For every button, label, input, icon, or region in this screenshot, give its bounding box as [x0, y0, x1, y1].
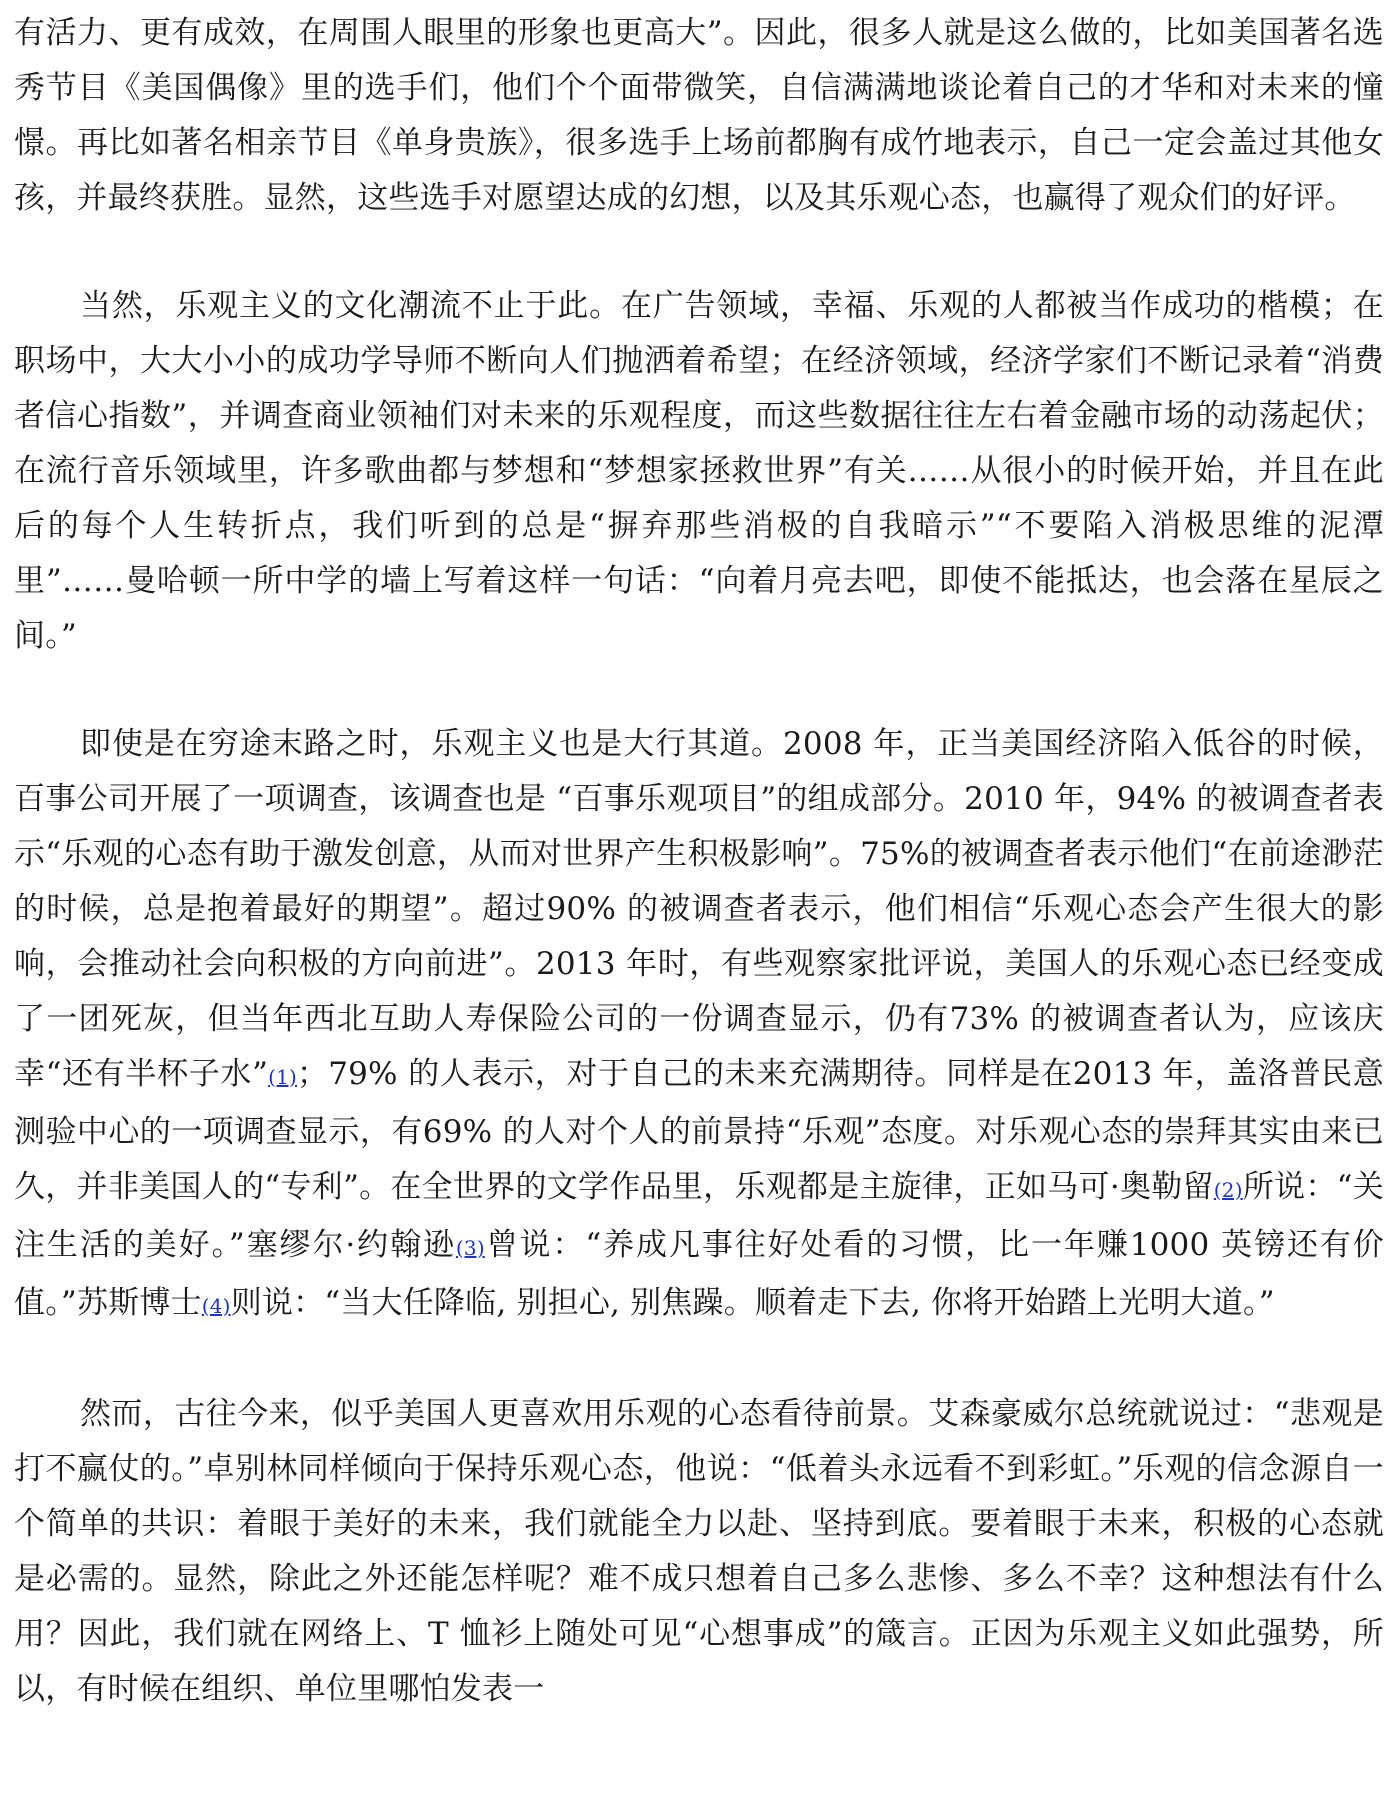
- paragraph-text: 则说：“当大任降临, 别担心, 别焦躁。顺着走下去, 你将开始踏上光明大道。”: [230, 1285, 1275, 1321]
- paragraph: [14, 717, 1384, 1334]
- paragraph: [14, 279, 1384, 664]
- footnote-link[interactable]: (2): [1213, 1178, 1243, 1202]
- document-body: [14, 6, 1384, 1717]
- paragraph-text: ；79% 的人表示，对于自己的未来充满期待。同样是在2013 年，盖洛普民意测验中心的一项调查显示，有69% 的人对个人的前景持“乐观”态度。对乐观心态的崇拜其实由来已久，并非美国人的“专利”。在全世界的文学作品里，乐观都是主旋律，正如马可·奥勒留: [14, 1056, 1384, 1205]
- paragraph: [14, 1387, 1384, 1717]
- paragraph-text: 有活力、更有成效，在周围人眼里的形象也更高大”。因此，很多人就是这么做的，比如美国著名选秀节目《美国偶像》里的选手们，他们个个面带微笑，自信满满地谈论着自己的才华和对未来的憧憬。再比如著名相亲节目《单身贵族》，很多选手上场前都胸有成竹地表示，自己一定会盖过其他女孩，并最终获胜。显然，这些选手对愿望达成的幻想，以及其乐观心态，也赢得了观众们的好评。: [14, 15, 1384, 216]
- paragraph-text: 曾说：“养成凡事往好处看的习惯，比一年赚1000 英镑还有价值。”苏斯博士: [14, 1227, 1385, 1321]
- paragraph: [14, 6, 1384, 226]
- footnote-link[interactable]: (4): [201, 1294, 231, 1318]
- footnote-link[interactable]: (3): [455, 1236, 485, 1260]
- paragraph-text: 所说：“关注生活的美好。”塞缪尔·约翰逊: [14, 1169, 1384, 1263]
- paragraph-text: 即使是在穷途末路之时，乐观主义也是大行其道。2008 年，正当美国经济陷入低谷的时候，百事公司开展了一项调查，该调查也是 “百事乐观项目”的组成部分。2010 年，94% 的被调查者表示“乐观的心态有助于激发创意，从而对世界产生积极影响”。75%的被调查者表示他们“在前途渺茫的时候，总是抱着最好的期望”。超过90% 的被调查者表示，他们相信“乐观心态会产生很大的影响，会推动社会向积极的方向前进”。2013 年时，有些观察家批评说，美国人的乐观心态已经变成了一团死灰，但当年西北互助人寿保险公司的一份调查显示，仍有73% 的被调查者认为，应该庆幸“还有半杯子水”: [14, 726, 1384, 1092]
- paragraph-text: 当然，乐观主义的文化潮流不止于此。在广告领域，幸福、乐观的人都被当作成功的楷模；在职场中，大大小小的成功学导师不断向人们抛洒着希望；在经济领域，经济学家们不断记录着“消费者信心指数”，并调查商业领袖们对未来的乐观程度，而这些数据往往左右着金融市场的动荡起伏；在流行音乐领域里，许多歌曲都与梦想和“梦想家拯救世界”有关……从很小的时候开始，并且在此后的每个人生转折点，我们听到的总是“摒弃那些消极的自我暗示”“不要陷入消极思维的泥潭里”……曼哈顿一所中学的墙上写着这样一句话：“向着月亮去吧，即使不能抵达，也会落在星辰之间。”: [14, 288, 1384, 654]
- paragraph-text: 然而，古往今来，似乎美国人更喜欢用乐观的心态看待前景。艾森豪威尔总统就说过：“悲观是打不赢仗的。”卓别林同样倾向于保持乐观心态，他说：“低着头永远看不到彩虹。”乐观的信念源自一个简单的共识：着眼于美好的未来，我们就能全力以赴、坚持到底。要着眼于未来，积极的心态就是必需的。显然，除此之外还能怎样呢？难不成只想着自己多么悲惨、多么不幸？这种想法有什么用？因此，我们就在网络上、T 恤衫上随处可见“心想事成”的箴言。正因为乐观主义如此强势，所以，有时候在组织、单位里哪怕发表一: [14, 1396, 1384, 1707]
- footnote-link[interactable]: (1): [268, 1065, 297, 1089]
